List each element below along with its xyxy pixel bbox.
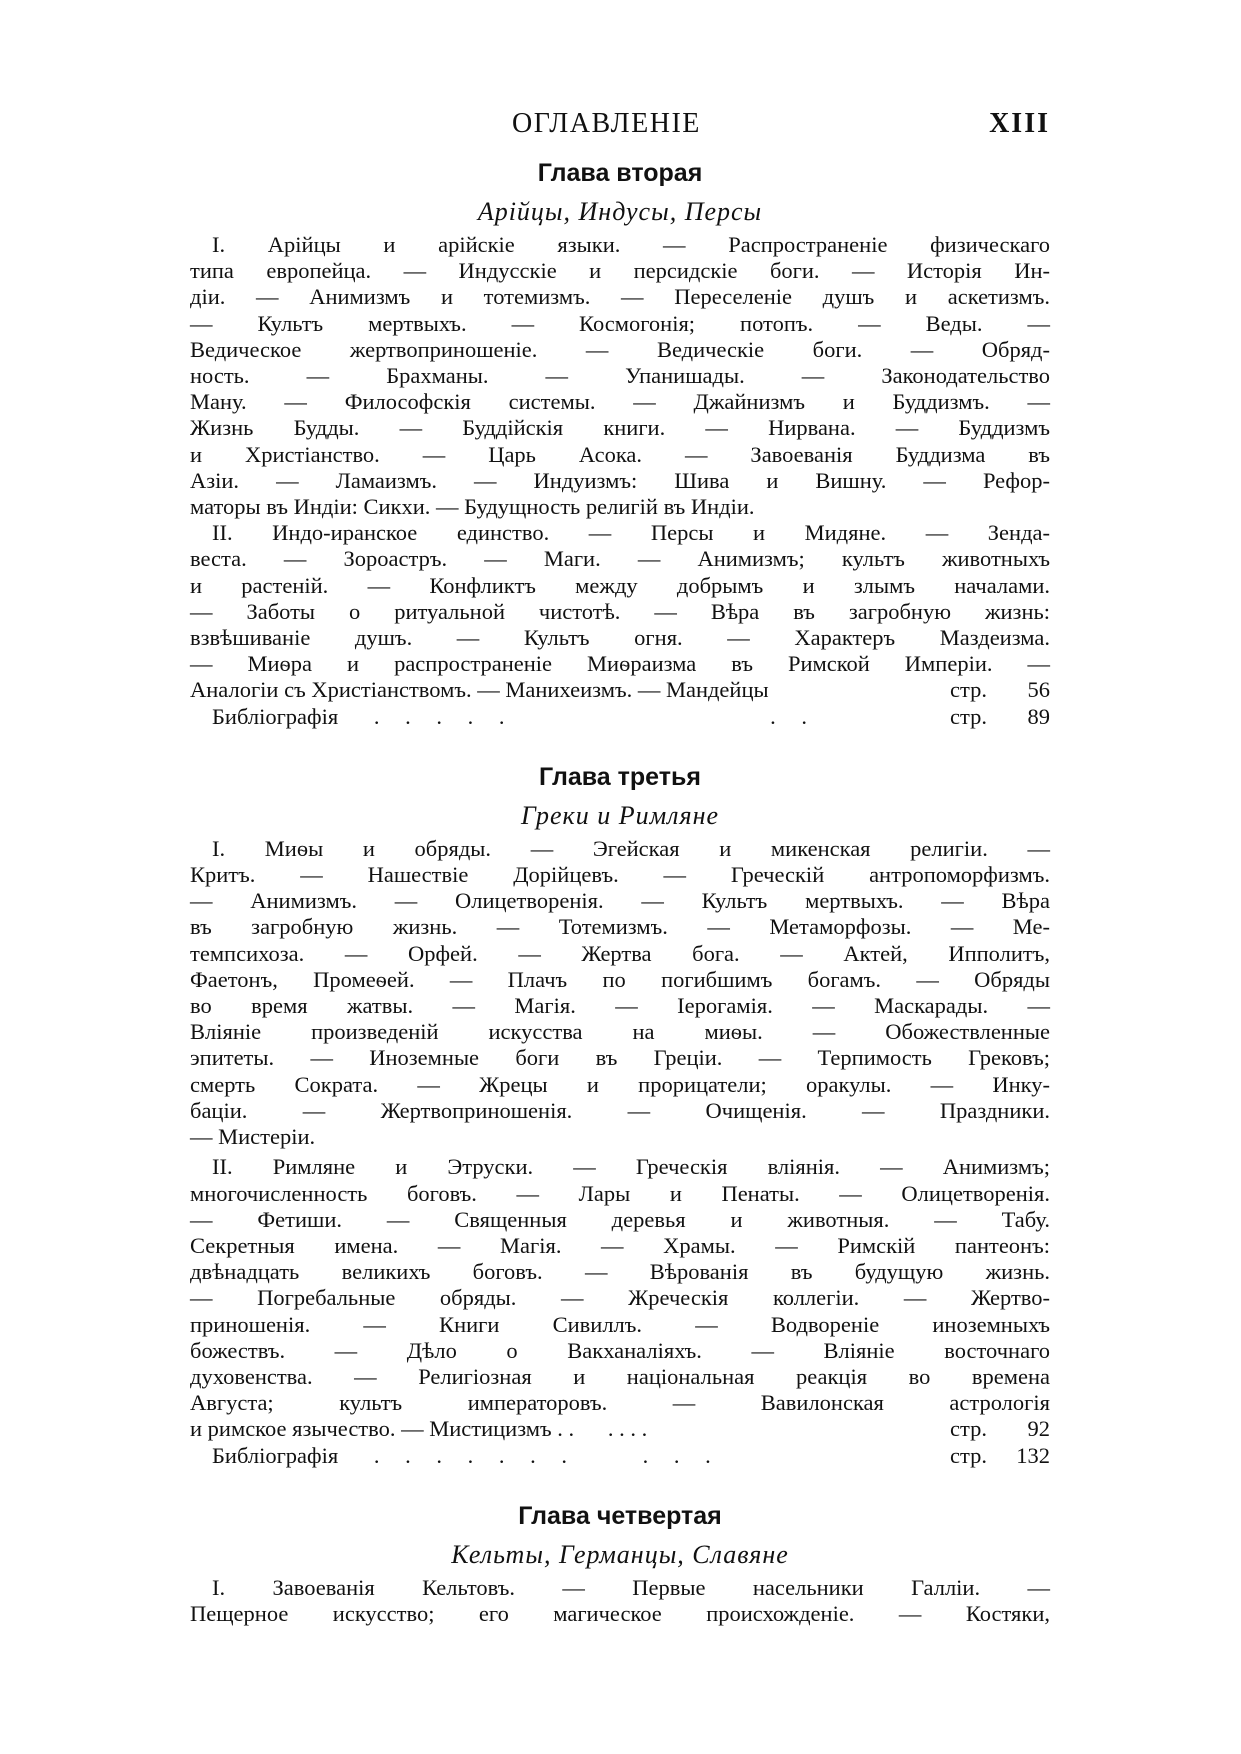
- section-1: [190, 232, 1050, 520]
- text-line: Критъ. — Нашествіе Дорійцевъ. — Греческій антропоморфизмъ.: [190, 862, 1050, 888]
- text-line: I. Миѳы и обряды. — Эгейская и микенская религіи. —: [212, 835, 1050, 861]
- text-line: — Культъ мертвыхъ. — Космогонія; потопъ. — Веды. —: [190, 310, 1050, 336]
- text-line: — Миѳра и распространеніе Миѳраизма въ Римской Имперіи. —: [190, 651, 1050, 677]
- running-head-title: ОГЛАВЛЕНІЕ: [512, 108, 701, 139]
- text-line: смерть Сократа. — Жрецы и прорицатели; оракулы. — Инку-: [190, 1071, 1050, 1097]
- toc-entry-text: Аналогіи съ Христіанствомъ. — Манихеизмъ. — Мандейцы: [190, 677, 769, 703]
- text-line: баціи. — Жертвоприношенія. — Очищенія. — Праздники.: [190, 1097, 1050, 1123]
- text-line: — Погребальные обряды. — Жреческія коллегіи. — Жертво-: [190, 1285, 1050, 1311]
- section-1: [190, 836, 1050, 1150]
- chapter-title: Глава третья: [539, 762, 701, 791]
- bibliography-row: [190, 704, 1050, 730]
- section-2: [190, 1154, 1050, 1416]
- bibliography-label: Библіографія: [212, 1442, 339, 1468]
- page-ref-number: 132: [1016, 1442, 1050, 1468]
- text-line: Вліяніе произведеній искусства на миѳы. — Обожествленные: [190, 1019, 1050, 1045]
- text-line: Азіи. — Ламаизмъ. — Индуизмъ: Шива и Вишну. — Рефор-: [190, 467, 1050, 493]
- chapter-4: [190, 1497, 1050, 1627]
- chapter-3: [190, 758, 1050, 1469]
- leader-dots: . . . . .: [373, 703, 515, 729]
- text-line: — Заботы о ритуальной чистотѣ. — Вѣра въ загробную жизнь:: [190, 598, 1050, 624]
- chapter-title: Глава четвертая: [518, 1501, 722, 1530]
- toc-entry-text: и римское язычество. — Мистицизмъ . . . . . .: [190, 1416, 648, 1442]
- text-line: — Анимизмъ. — Олицетворенія. — Культъ мертвыхъ. — Вѣра: [190, 888, 1050, 914]
- page-ref-number: 56: [1027, 677, 1050, 703]
- text-line: Ведическое жертвоприношеніе. — Ведическіе боги. — Обряд-: [190, 336, 1050, 362]
- text-line: Августа; культъ императоровъ. — Вавилонская астрологія: [190, 1390, 1050, 1416]
- text-line: ность. — Брахманы. — Упанишады. — Законодательство: [190, 363, 1050, 389]
- toc-entry-row: [190, 677, 1050, 703]
- text-line: Фаетонъ, Промеѳей. — Плачъ по погибшимъ богамъ. — Обряды: [190, 966, 1050, 992]
- text-line: и Христіанство. — Царь Асока. — Завоеванія Буддизма въ: [190, 441, 1050, 467]
- text-line: многочисленность боговъ. — Лары и Пенаты. — Олицетворенія.: [190, 1180, 1050, 1206]
- page-ref-label: стр.: [950, 1416, 987, 1442]
- page-ref-label: стр.: [950, 677, 987, 703]
- text-line: двѣнадцать великихъ боговъ. — Вѣрованія въ будущую жизнь.: [190, 1259, 1050, 1285]
- text-line: въ загробную жизнь. — Тотемизмъ. — Метаморфозы. — Ме-: [190, 914, 1050, 940]
- text-line: — Фетиши. — Священныя деревья и животныя. — Табу.: [190, 1206, 1050, 1232]
- text-line: Ману. — Философскія системы. — Джайнизмъ и Буддизмъ. —: [190, 389, 1050, 415]
- text-line: маторы въ Индіи: Сикхи. — Будущность религій въ Индіи.: [190, 494, 755, 520]
- text-line: I. Завоеванія Кельтовъ. — Первые насельники Галліи. —: [212, 1574, 1050, 1600]
- text-line: духовенства. — Религіозная и національная реакція во времена: [190, 1363, 1050, 1389]
- text-line: Пещерное искусство; его магическое происхожденіе. — Костяки,: [190, 1600, 1050, 1626]
- chapter-title: Глава вторая: [537, 159, 703, 187]
- leader-dots: . . .: [642, 1442, 721, 1468]
- bibliography-row: [190, 1443, 1050, 1469]
- text-line: темпсихоза. — Орфей. — Жертва бога. — Актей, Ипполитъ,: [190, 940, 1050, 966]
- text-line: божествъ. — Дѣло о Вакханаліяхъ. — Вліяніе восточнаго: [190, 1337, 1050, 1363]
- text-line: и растеній. — Конфликтъ между добрымъ и злымъ началами.: [190, 572, 1050, 598]
- page-ref-label: стр.: [950, 703, 987, 729]
- toc-entry-row: [190, 1416, 1050, 1442]
- text-line: взвѣшиваніе душъ. — Культъ огня. — Характеръ Маздеизма.: [190, 625, 1050, 651]
- section-1: [190, 1575, 1050, 1627]
- chapter-subtitle: Арійцы, Индусы, Персы: [477, 197, 763, 226]
- chapter-2: [190, 154, 1050, 730]
- chapter-subtitle: Греки и Римляне: [520, 800, 720, 830]
- text-line: эпитеты. — Иноземные боги въ Греціи. — Терпимость Грековъ;: [190, 1045, 1050, 1071]
- page-ref-label: стр.: [950, 1442, 987, 1468]
- text-line: — Мистеріи.: [190, 1124, 316, 1150]
- text-line: во время жатвы. — Магія. — Іерогамія. — Маскарады. —: [190, 993, 1050, 1019]
- text-line: типа европейца. — Индусскіе и персидскіе боги. — Исторія Ин-: [190, 258, 1050, 284]
- text-line: II. Индо-иранское единство. — Персы и Мидяне. — Зенда-: [212, 520, 1050, 546]
- text-line: II. Римляне и Этруски. — Греческія вліянія. — Анимизмъ;: [212, 1154, 1050, 1180]
- page-ref-number: 89: [1027, 703, 1050, 729]
- bibliography-label: Библіографія: [212, 703, 339, 729]
- section-2: [190, 520, 1050, 677]
- text-line: I. Арійцы и арійскіе языки. — Распространеніе физическаго: [212, 232, 1050, 257]
- text-line: Жизнь Будды. — Буддійскія книги. — Нирвана. — Буддизмъ: [190, 415, 1050, 441]
- text-line: Секретныя имена. — Магія. — Храмы. — Римскій пантеонъ:: [190, 1232, 1050, 1258]
- toc-page: [190, 108, 1050, 1627]
- leader-dots: . . . . . . .: [373, 1442, 577, 1468]
- page-ref-number: 92: [1027, 1416, 1050, 1442]
- page-number: XIII: [989, 108, 1050, 139]
- text-line: приношенія. — Книги Сивиллъ. — Водвореніе иноземныхъ: [190, 1311, 1050, 1337]
- chapter-subtitle: Кельты, Германцы, Славяне: [451, 1539, 789, 1569]
- text-line: діи. — Анимизмъ и тотемизмъ. — Переселеніе душъ и аскетизмъ.: [190, 284, 1050, 310]
- text-line: веста. — Зороастръ. — Маги. — Анимизмъ; культъ животныхъ: [190, 546, 1050, 572]
- leader-dots: . .: [770, 703, 817, 729]
- running-head: [190, 108, 1050, 154]
